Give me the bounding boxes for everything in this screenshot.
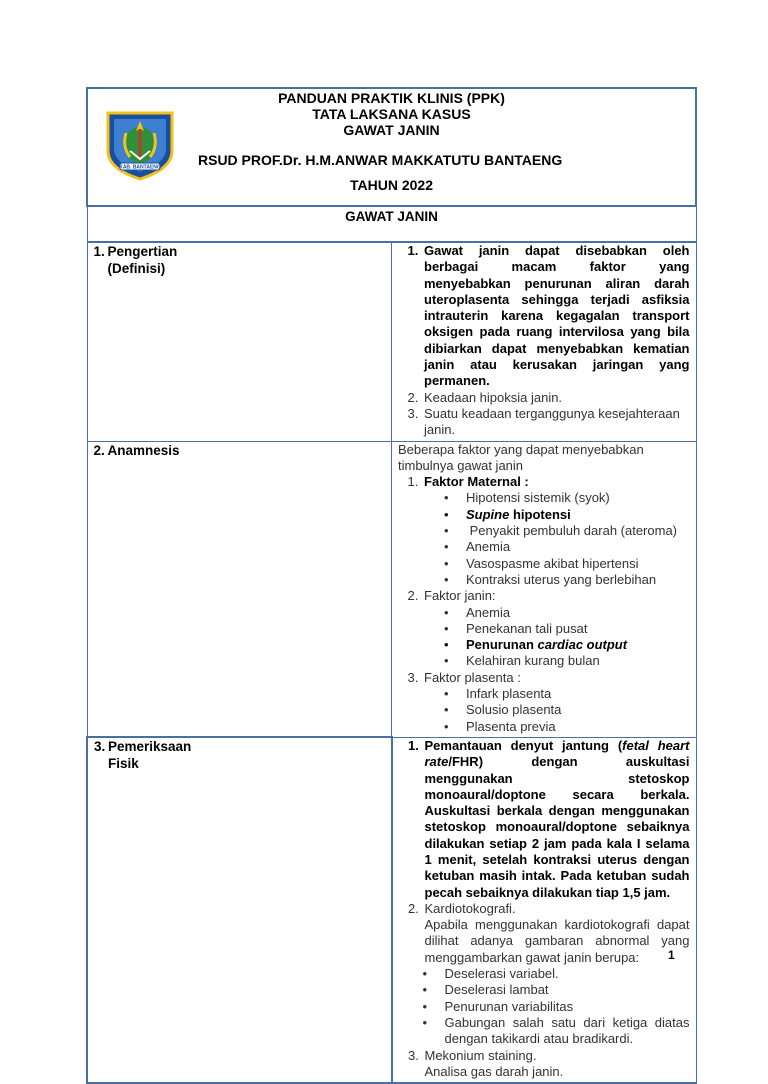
- list-item: 3. Faktor plasenta : • Infark plasenta • Solusio plasenta • Plasenta previa: [422, 670, 690, 735]
- list-item: • Deselerasi variabel.: [445, 966, 690, 982]
- hospital-name: RSUD PROF.Dr. H.M.ANWAR MAKKATUTU BANTAENG: [198, 152, 563, 168]
- list-item: 3. Mekonium staining. Analisa gas darah janin.: [423, 1048, 690, 1081]
- header-line-3: GAWAT JANIN: [343, 122, 440, 138]
- list-item: • Deselerasi lambat: [445, 982, 690, 998]
- content-pemeriksaan-fisik: [392, 737, 697, 1083]
- list-item: • Supine hipotensi: [466, 507, 690, 523]
- document-header: [87, 88, 696, 206]
- list-item: • Anemia: [466, 539, 690, 555]
- list-item: • Hipotensi sistemik (syok): [466, 490, 690, 506]
- row-anamnesis: [87, 441, 696, 737]
- ppk-document-table: [86, 87, 697, 1084]
- anamnesis-intro: Beberapa faktor yang dapat menyebabkan timbulnya gawat janin: [398, 441, 644, 473]
- section-title: GAWAT JANIN: [87, 206, 696, 242]
- list-item: • Penurunan cardiac output: [466, 637, 690, 653]
- list-item: • Solusio plasenta: [466, 702, 690, 718]
- list-item: • Infark plasenta: [466, 686, 690, 702]
- list-item: • Anemia: [466, 605, 690, 621]
- row-pemeriksaan-fisik: [87, 737, 696, 1083]
- list-item: • Penurunan variabilitas: [445, 999, 690, 1015]
- document-year: TAHUN 2022: [350, 177, 433, 193]
- logo-caption: KAB. BANTAENG: [119, 164, 161, 171]
- list-item: 2. Keadaan hipoksia janin.: [422, 390, 690, 406]
- list-item: • Penyakit pembuluh darah (ateroma): [466, 523, 690, 539]
- list-item: • Gabungan salah satu dari ketiga diatas dengan takikardi atau bradikardi.: [445, 1015, 690, 1048]
- content-pengertian: [392, 242, 697, 441]
- list-item: • Penekanan tali pusat: [466, 621, 690, 637]
- list-item: 3. Suatu keadaan terganggunya kesejahteraan janin.: [422, 406, 690, 439]
- header-line-1: PANDUAN PRAKTIK KLINIS (PPK): [278, 90, 505, 106]
- list-item: 2. Kardiotokografi. Apabila menggunakan kardiotokografi dapat dilihat adanya gambaran abnormal yang menggambarkan gawat janin berupa: • Deselerasi variabel. • Deselerasi lambat • Penurunan variabilitas • Gabungan salah satu dari ketiga diatas dengan takikardi atau bradikardi.: [423, 901, 690, 1048]
- list-item: • Kontraksi uterus yang berlebihan: [466, 572, 690, 588]
- list-item: 1. Gawat janin dapat disebabkan oleh berbagai macam faktor yang menyebabkan penurunan aliran darah uteroplasenta sehingga terjadi asfiksia intrauterin karena kegagalan transport oksigen pada ruang intervilosa yang bila dibiarkan dapat menyebabkan kematian janin atau kerusakan jaringan yang permanen.: [422, 243, 690, 390]
- label-pemeriksaan-fisik: 3. Pemeriksaan Fisik: [87, 737, 392, 1083]
- list-item: • Kelahiran kurang bulan: [466, 653, 690, 669]
- list-item: • Plasenta previa: [466, 719, 690, 735]
- list-item: 1. Pemantauan denyut jantung (fetal heart rate/FHR) dengan auskultasi menggunakan stetoskop monoaural/doptone secara berkala. Auskultasi berkala dengan menggunakan stetoskop monoaural/doptone sebaiknya dilakukan setiap 2 jam pada kala I selama 1 menit, setelah kontraksi uterus dengan ketuban masih intak. Pada ketuban sudah pecah sebaiknya dilakukan tiap 1,5 jam.: [423, 738, 690, 901]
- label-anamnesis: 2. Anamnesis: [87, 441, 392, 737]
- list-item: • Vasospasme akibat hipertensi: [466, 556, 690, 572]
- row-pengertian: [87, 242, 696, 441]
- header-line-2: TATA LAKSANA KASUS: [312, 106, 471, 122]
- list-item: 2. Faktor janin: • Anemia • Penekanan tali pusat • Penurunan cardiac output • Kelahiran kurang bulan: [422, 588, 690, 669]
- label-pengertian: 1. Pengertian (Definisi): [87, 242, 392, 441]
- content-anamnesis: [392, 441, 697, 737]
- list-item: 1. Faktor Maternal : • Hipotensi sistemik (syok) • Supine hipotensi • Penyakit pembuluh darah (ateroma) • Anemia • Vasospasme akibat hipertensi • Kontraksi uterus yang berlebihan: [422, 474, 690, 588]
- page-number: 1: [668, 948, 675, 962]
